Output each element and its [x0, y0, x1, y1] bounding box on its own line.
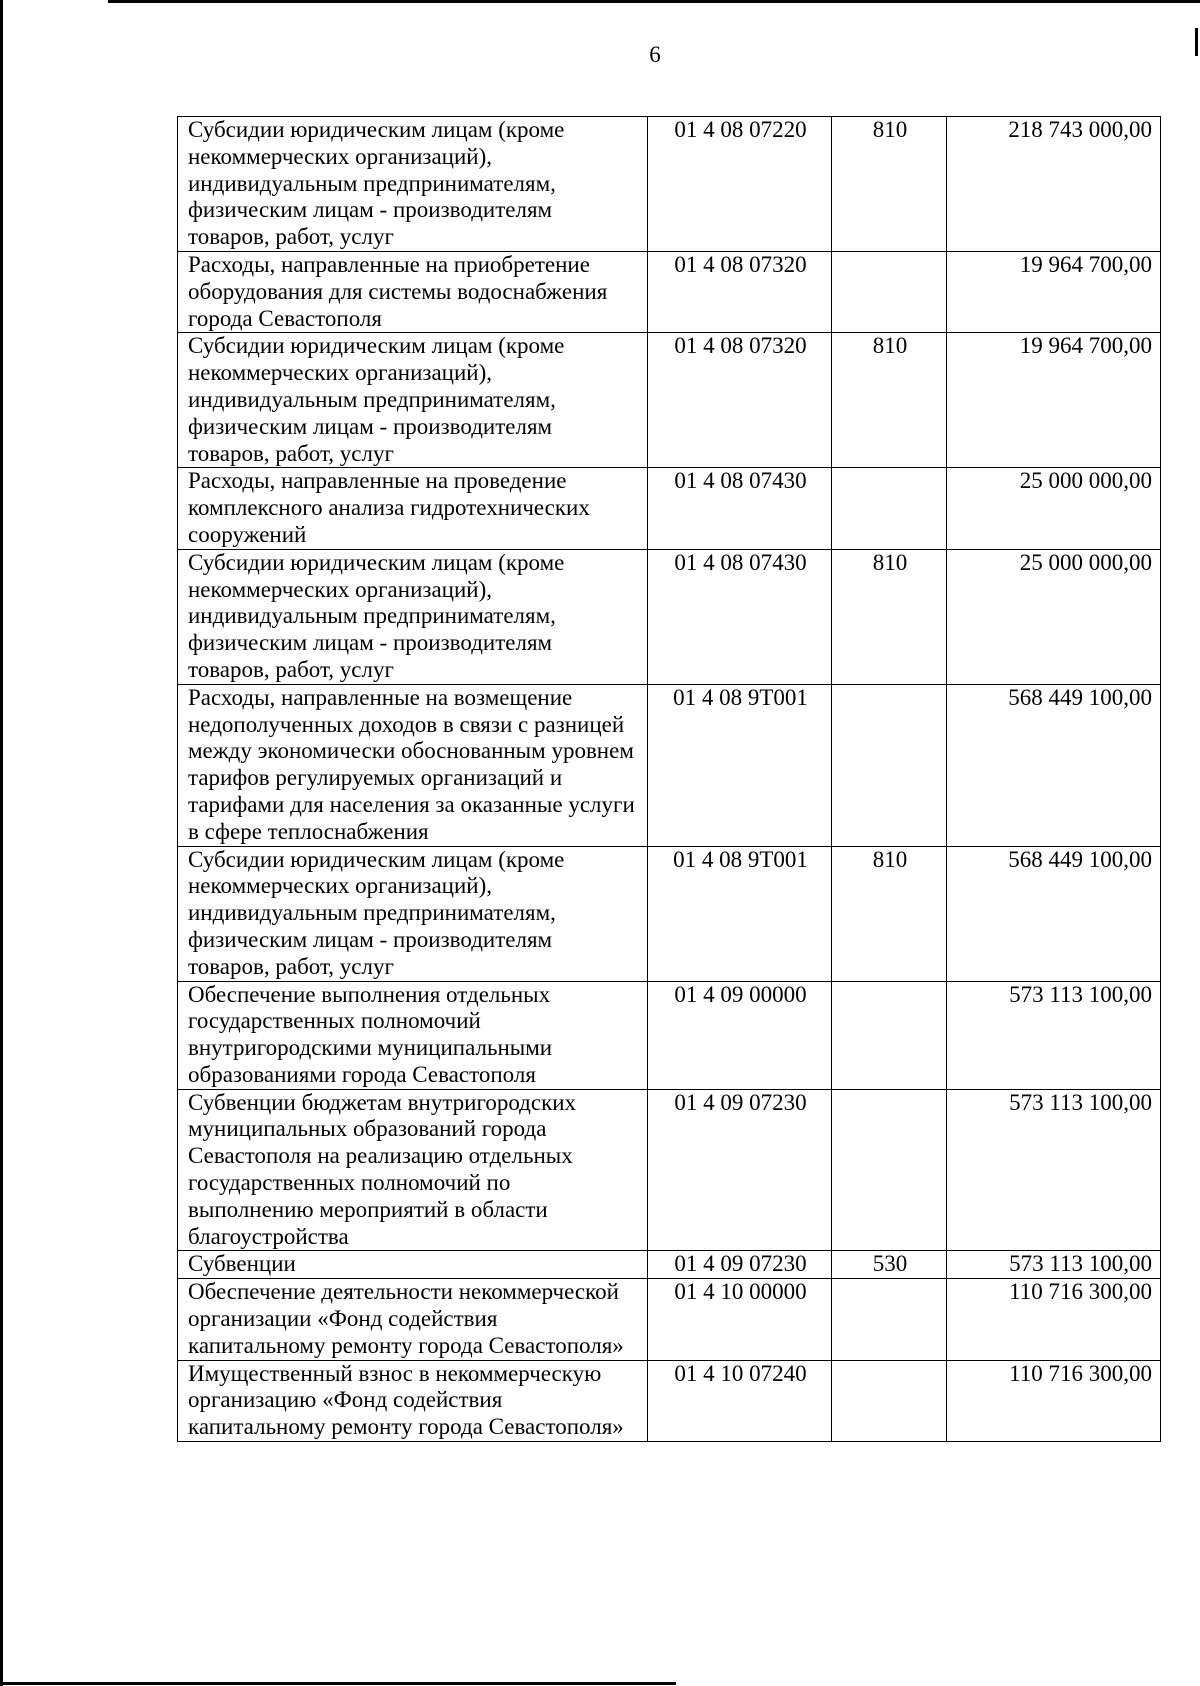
target-article-code: 01 4 08 07430: [648, 549, 832, 684]
amount: 573 113 100,00: [947, 1251, 1161, 1279]
expense-name: Субсидии юридическим лицам (кроме некоммерческих организаций), индивидуальным предпринимателям, физическим лицам - производителям товаров, работ, услуг: [178, 549, 648, 684]
table-row: [178, 117, 1161, 252]
amount: 110 716 300,00: [947, 1360, 1161, 1441]
expense-type-code: [832, 981, 947, 1089]
expense-type-code: 810: [832, 117, 947, 252]
expense-name: Субвенции бюджетам внутригородских муниципальных образований города Севастополя на реализацию отдельных государственных полномочий по выполнению мероприятий в области благоустройства: [178, 1089, 648, 1251]
amount: 19 964 700,00: [947, 251, 1161, 332]
target-article-code: 01 4 09 07230: [648, 1251, 832, 1279]
expense-type-code: [832, 251, 947, 332]
expense-name: Расходы, направленные на возмещение недополученных доходов в связи с разницей между экономически обоснованным уровнем тарифов регулируемых организаций и тарифами для населения за оказанные услуги в сфере теплоснабжения: [178, 684, 648, 846]
expense-name: Субсидии юридическим лицам (кроме некоммерческих организаций), индивидуальным предпринимателям, физическим лицам - производителям товаров, работ, услуг: [178, 333, 648, 468]
amount: 19 964 700,00: [947, 333, 1161, 468]
expense-name: Расходы, направленные на проведение комплексного анализа гидротехнических сооружений: [178, 468, 648, 549]
target-article-code: 01 4 09 00000: [648, 981, 832, 1089]
expense-type-code: [832, 1089, 947, 1251]
table-row: [178, 468, 1161, 549]
table-row: [178, 1279, 1161, 1360]
amount: 573 113 100,00: [947, 981, 1161, 1089]
expense-name: Имущественный взнос в некоммерческую организацию «Фонд содействия капитальному ремонту города Севастополя»: [178, 1360, 648, 1441]
target-article-code: 01 4 08 07320: [648, 333, 832, 468]
amount: 568 449 100,00: [947, 846, 1161, 981]
amount: 25 000 000,00: [947, 468, 1161, 549]
target-article-code: 01 4 10 00000: [648, 1279, 832, 1360]
expense-type-code: 810: [832, 549, 947, 684]
table-row: [178, 981, 1161, 1089]
expense-type-code: [832, 468, 947, 549]
table-row: [178, 846, 1161, 981]
scan-edge-bottom: [0, 1682, 676, 1685]
amount: 568 449 100,00: [947, 684, 1161, 846]
expense-name: Расходы, направленные на приобретение оборудования для системы водоснабжения города Севастополя: [178, 251, 648, 332]
target-article-code: 01 4 08 07320: [648, 251, 832, 332]
target-article-code: 01 4 08 07220: [648, 117, 832, 252]
table-row: [178, 251, 1161, 332]
expense-name: Субвенции: [178, 1251, 648, 1279]
target-article-code: 01 4 10 07240: [648, 1360, 832, 1441]
amount: 218 743 000,00: [947, 117, 1161, 252]
expense-type-code: [832, 684, 947, 846]
amount: 110 716 300,00: [947, 1279, 1161, 1360]
expense-type-code: 530: [832, 1251, 947, 1279]
target-article-code: 01 4 08 9Т001: [648, 684, 832, 846]
amount: 25 000 000,00: [947, 549, 1161, 684]
scan-edge-top: [108, 0, 1200, 3]
expense-name: Обеспечение деятельности некоммерческой организации «Фонд содействия капитальному ремонту города Севастополя»: [178, 1279, 648, 1360]
table-row: [178, 1251, 1161, 1279]
page-number: 6: [649, 42, 661, 67]
expense-name: Обеспечение выполнения отдельных государственных полномочий внутригородскими муниципальными образованиями города Севастополя: [178, 981, 648, 1089]
table-row: [178, 1360, 1161, 1441]
expense-type-code: [832, 1360, 947, 1441]
expense-type-code: [832, 1279, 947, 1360]
amount: 573 113 100,00: [947, 1089, 1161, 1251]
expense-name: Субсидии юридическим лицам (кроме некоммерческих организаций), индивидуальным предпринимателям, физическим лицам - производителям товаров, работ, услуг: [178, 846, 648, 981]
budget-table: [177, 116, 1161, 1442]
target-article-code: 01 4 08 9Т001: [648, 846, 832, 981]
expense-type-code: 810: [832, 846, 947, 981]
table-row: [178, 333, 1161, 468]
table-row: [178, 684, 1161, 846]
target-article-code: 01 4 08 07430: [648, 468, 832, 549]
table-row: [178, 549, 1161, 684]
table-row: [178, 1089, 1161, 1251]
expense-name: Субсидии юридическим лицам (кроме некоммерческих организаций), индивидуальным предпринимателям, физическим лицам - производителям товаров, работ, услуг: [178, 117, 648, 252]
expense-type-code: 810: [832, 333, 947, 468]
target-article-code: 01 4 09 07230: [648, 1089, 832, 1251]
scan-edge-left: [0, 0, 3, 1686]
